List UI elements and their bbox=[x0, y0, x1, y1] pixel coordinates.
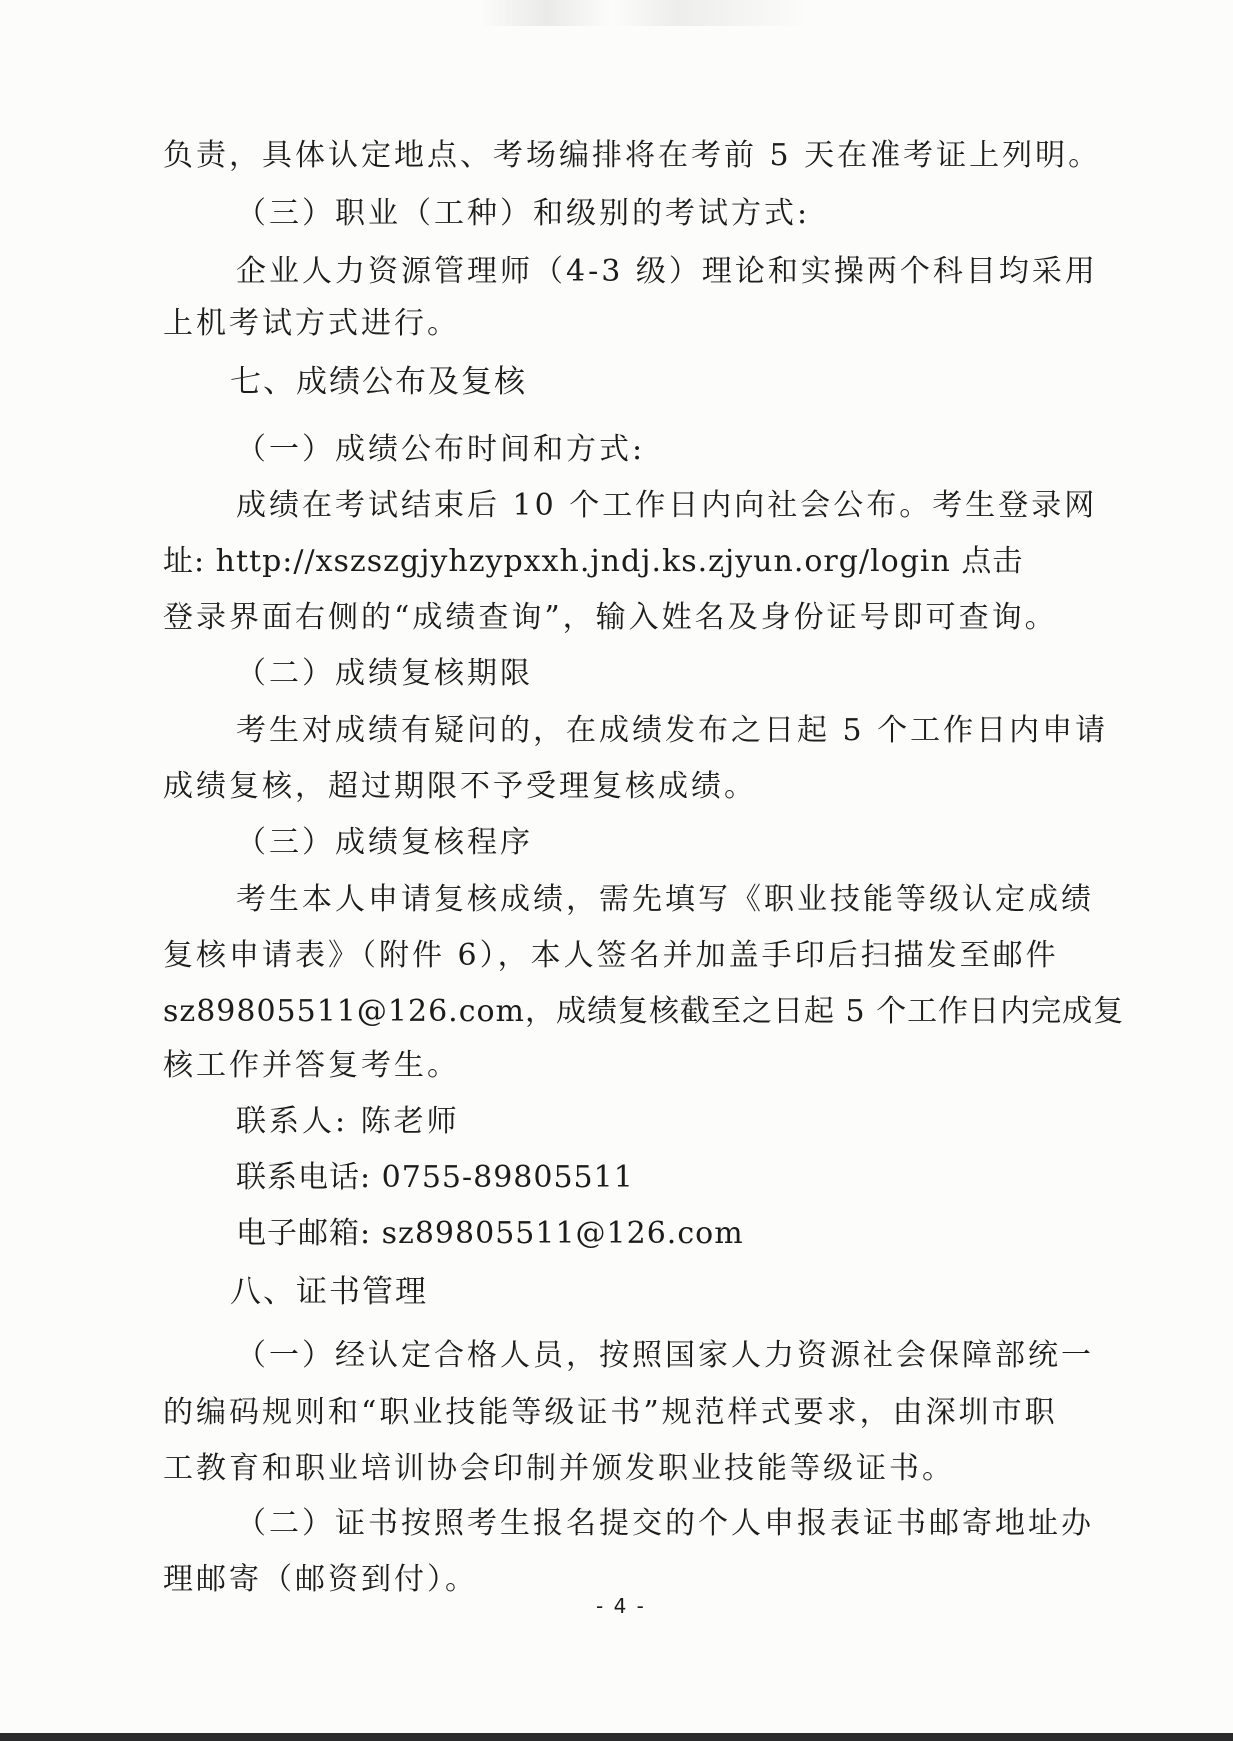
scan-edge bbox=[0, 1733, 1233, 1741]
text-line-14: 考生本人申请复核成绩，需先填写《职业技能等级认定成绩 bbox=[236, 882, 1094, 917]
text-line-12: 成绩复核，超过期限不予受理复核成绩。 bbox=[163, 769, 757, 804]
text-line-17: 核工作并答复考生。 bbox=[163, 1048, 460, 1083]
contact-email: 电子邮箱: sz89805511@126.com bbox=[236, 1216, 744, 1251]
text-line-25: （二）证书按照考生报名提交的个人申报表证书邮寄地址办 bbox=[236, 1506, 1094, 1541]
text-line-22: （一）经认定合格人员，按照国家人力资源社会保障部统一 bbox=[236, 1338, 1094, 1373]
text-line-15: 复核申请表》（附件 6），本人签名并加盖手印后扫描发至邮件 bbox=[163, 938, 1059, 973]
text-line-3: 企业人力资源管理师（4-3 级）理论和实操两个科目均采用 bbox=[236, 254, 1098, 289]
bleed-through-mark bbox=[480, 0, 810, 26]
subheading-review-period: （二）成绩复核期限 bbox=[236, 656, 533, 691]
contact-phone: 联系电话: 0755-89805511 bbox=[236, 1160, 634, 1195]
text-line-23: 的编码规则和“职业技能等级证书”规范样式要求，由深圳市职 bbox=[163, 1395, 1058, 1430]
contact-person: 联系人: 陈老师 bbox=[236, 1104, 460, 1139]
text-line-4: 上机考试方式进行。 bbox=[163, 306, 460, 341]
subheading-publish-time: （一）成绩公布时间和方式: bbox=[236, 432, 646, 467]
section-heading-8: 八、证书管理 bbox=[230, 1274, 428, 1310]
page-number: - 4 - bbox=[596, 1594, 646, 1618]
section-heading-7: 七、成绩公布及复核 bbox=[230, 364, 527, 400]
subheading-exam-method: （三）职业（工种）和级别的考试方式: bbox=[236, 196, 811, 231]
text-line-11: 考生对成绩有疑问的，在成绩发布之日起 5 个工作日内申请 bbox=[236, 713, 1109, 748]
subheading-review-procedure: （三）成绩复核程序 bbox=[236, 825, 533, 860]
text-line-7: 成绩在考试结束后 10 个工作日内向社会公布。考生登录网 bbox=[236, 488, 1098, 523]
text-line-26: 理邮寄（邮资到付）。 bbox=[163, 1562, 478, 1597]
text-line-url: 址: http://xszszgjyhzypxxh.jndj.ks.zjyun.org/login 点击 bbox=[163, 544, 1024, 579]
text-line-9: 登录界面右侧的“成绩查询”，输入姓名及身份证号即可查询。 bbox=[163, 600, 1058, 635]
text-line-1: 负责，具体认定地点、考场编排将在考前 5 天在准考证上列明。 bbox=[163, 138, 1102, 173]
text-line-email: sz89805511@126.com，成绩复核截至之日起 5 个工作日内完成复 bbox=[163, 994, 1125, 1029]
text-line-24: 工教育和职业培训协会印制并颁发职业技能等级证书。 bbox=[163, 1451, 955, 1486]
